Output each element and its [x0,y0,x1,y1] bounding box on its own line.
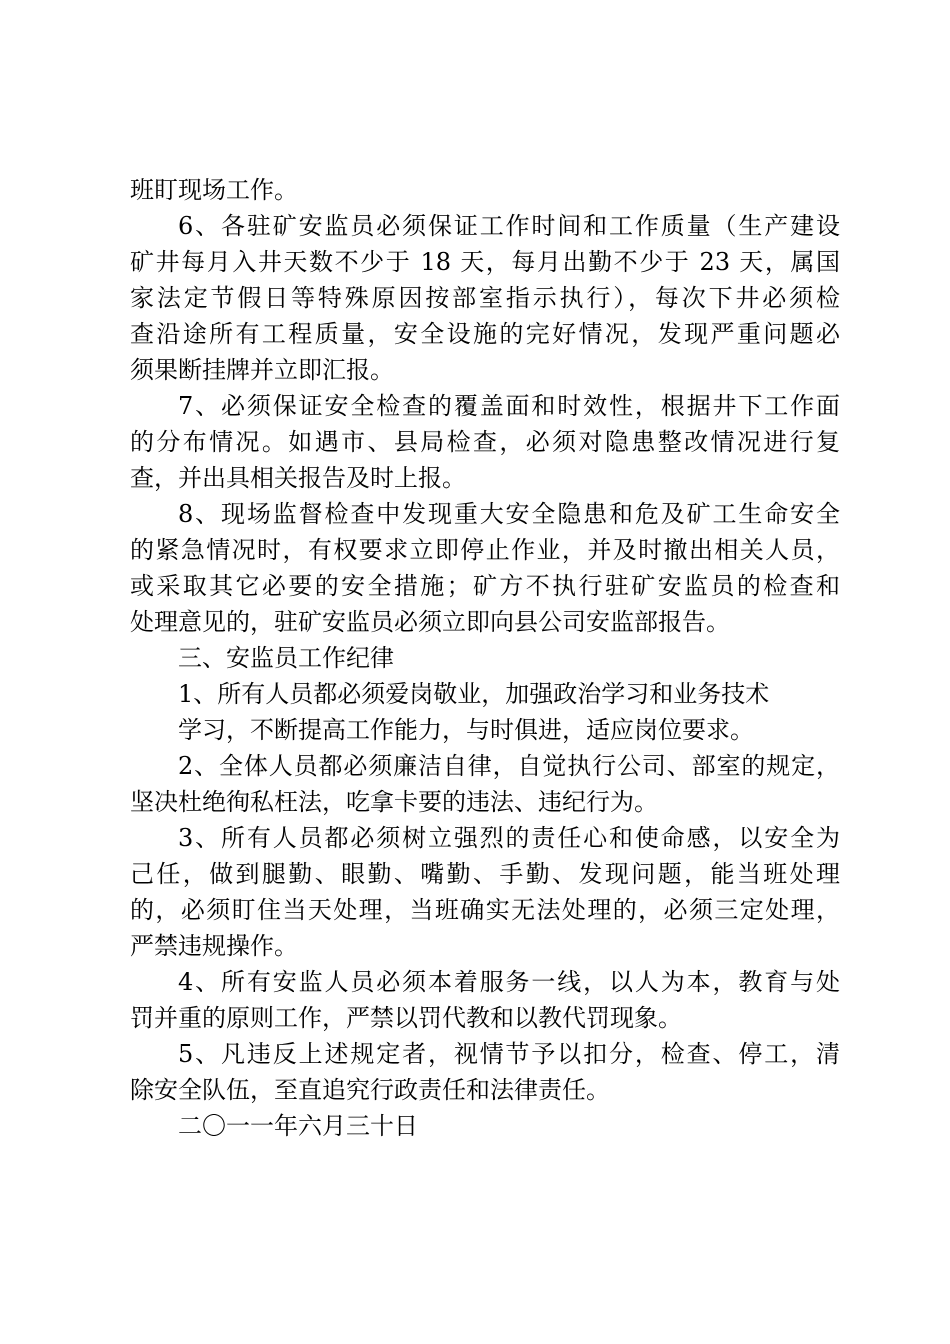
rule-2-line-1: 2、全体人员都必须廉洁自律，自觉执行公司、部室的规定， [178,752,840,780]
paragraph-6-line-3: 家法定节假日等特殊原因按部室指示执行），每次下井必须检 [130,284,840,312]
rule-3-line-4: 严禁违规操作。 [130,932,298,960]
paragraph-8-line-3: 或采取其它必要的安全措施；矿方不执行驻矿安监员的检查和 [130,572,840,600]
paragraph-6-line-1: 6、各驻矿安监员必须保证工作时间和工作质量（生产建设 [178,212,840,240]
document-date: 二〇一一年六月三十日 [178,1112,418,1140]
rule-4-line-2: 罚并重的原则工作，严禁以罚代教和以教代罚现象。 [130,1004,682,1032]
rule-3-line-2: 己任，做到腿勤、眼勤、嘴勤、手勤、发现问题，能当班处理 [130,860,840,888]
paragraph-6-line-5: 须果断挂牌并立即汇报。 [130,356,394,384]
paragraph-7-line-2: 的分布情况。如遇市、县局检查，必须对隐患整改情况进行复 [130,428,840,456]
paragraph-6-line-2: 矿井每月入井天数不少于 18 天，每月出勤不少于 23 天，属国 [130,248,840,276]
rule-2-line-2: 坚决杜绝徇私枉法，吃拿卡要的违法、违纪行为。 [130,788,658,816]
rule-3-line-1: 3、所有人员都必须树立强烈的责任心和使命感，以安全为 [178,824,840,852]
rule-5-line-1: 5、凡违反上述规定者，视情节予以扣分，检查、停工，清 [178,1040,840,1068]
section-heading: 三、安监员工作纪律 [178,644,394,672]
paragraph-7-line-3: 查，并出具相关报告及时上报。 [130,464,466,492]
paragraph-8-line-1: 8、现场监督检查中发现重大安全隐患和危及矿工生命安全 [178,500,840,528]
rule-4-line-1: 4、所有安监人员必须本着服务一线，以人为本，教育与处 [178,968,840,996]
rule-1-line-1: 1、所有人员都必须爱岗敬业，加强政治学习和业务技术 [178,680,770,708]
rule-1-line-2: 学习，不断提高工作能力，与时俱进，适应岗位要求。 [178,716,754,744]
paragraph-8-line-2: 的紧急情况时，有权要求立即停止作业，并及时撤出相关人员， [130,536,840,564]
paragraph-7-line-1: 7、必须保证安全检查的覆盖面和时效性，根据井下工作面 [178,392,840,420]
paragraph-8-line-4: 处理意见的，驻矿安监员必须立即向县公司安监部报告。 [130,608,730,636]
text-line-continuation: 班盯现场工作。 [130,176,298,204]
paragraph-6-line-4: 查沿途所有工程质量，安全设施的完好情况，发现严重问题必 [130,320,840,348]
rule-5-line-2: 除安全队伍，至直追究行政责任和法律责任。 [130,1076,610,1104]
rule-3-line-3: 的，必须盯住当天处理，当班确实无法处理的，必须三定处理， [130,896,840,924]
